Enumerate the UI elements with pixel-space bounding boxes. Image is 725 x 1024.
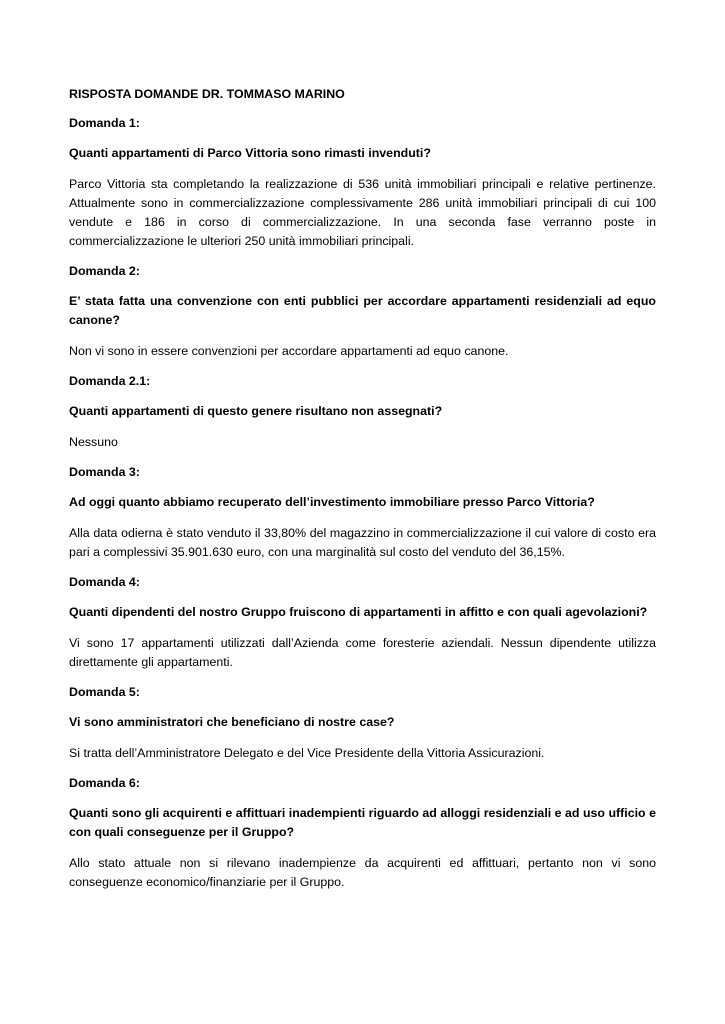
answer-text: Parco Vittoria sta completando la realizzazione di 536 unità immobiliari principali e relative pertinenze. Attualmente sono in commercializzazione complessivamente 286 unità immobiliari principali di cui 100 vendute e 186 in corso di commercializzazione. In una seconda fase verranno poste in commercializzazione le ulteriori 250 unità immobiliari principali.: [69, 177, 656, 248]
question-text: Quanti appartamenti di Parco Vittoria sono rimasti invenduti?: [69, 146, 431, 160]
qa-section-1: [69, 115, 656, 251]
question-text: Quanti dipendenti del nostro Gruppo fruiscono di appartamenti in affitto e con quali agevolazioni?: [69, 605, 648, 619]
question-text: E’ stata fatta una convenzione con enti pubblici per accordare appartamenti residenziali ad equo canone?: [69, 294, 656, 327]
document-title: RISPOSTA DOMANDE DR. TOMMASO MARINO: [69, 87, 345, 101]
answer-text: Vi sono 17 appartamenti utilizzati dall’Azienda come foresterie aziendali. Nessun dipendente utilizza direttamente gli appartamenti.: [69, 636, 656, 669]
question-text: Ad oggi quanto abbiamo recuperato dell’investimento immobiliare presso Parco Vittoria?: [69, 495, 595, 509]
question-number: Domanda 1:: [69, 116, 140, 130]
qa-section-5: [69, 684, 656, 763]
answer-text: Alla data odierna è stato venduto il 33,80% del magazzino in commercializzazione il cui valore di costo era pari a complessivi 35.901.630 euro, con una marginalità sul costo del venduto del 36,15%.: [69, 526, 656, 559]
answer-text: Si tratta dell’Amministratore Delegato e del Vice Presidente della Vittoria Assicurazioni.: [69, 746, 545, 760]
question-number: Domanda 2.1:: [69, 374, 151, 388]
question-text: Vi sono amministratori che beneficiano di nostre case?: [69, 715, 395, 729]
qa-section-4: [69, 574, 656, 672]
question-text: Quanti appartamenti di questo genere risultano non assegnati?: [69, 404, 443, 418]
answer-text: Nessuno: [69, 435, 118, 449]
question-text: Quanti sono gli acquirenti e affittuari inadempienti riguardo ad alloggi residenziali e ad uso ufficio e con quali conseguenze per il Gruppo?: [69, 806, 656, 839]
question-number: Domanda 3:: [69, 465, 140, 479]
question-number: Domanda 4:: [69, 575, 140, 589]
qa-section-2: [69, 263, 656, 361]
qa-section-2-1: [69, 373, 656, 452]
qa-section-6: [69, 775, 656, 892]
answer-text: Allo stato attuale non si rilevano inadempienze da acquirenti ed affittuari, pertanto non vi sono conseguenze economico/finanziarie per il Gruppo.: [69, 856, 656, 889]
answer-text: Non vi sono in essere convenzioni per accordare appartamenti ad equo canone.: [69, 344, 509, 358]
question-number: Domanda 2:: [69, 264, 140, 278]
question-number: Domanda 5:: [69, 685, 140, 699]
qa-section-3: [69, 464, 656, 562]
document-page: [69, 86, 656, 904]
question-number: Domanda 6:: [69, 776, 140, 790]
